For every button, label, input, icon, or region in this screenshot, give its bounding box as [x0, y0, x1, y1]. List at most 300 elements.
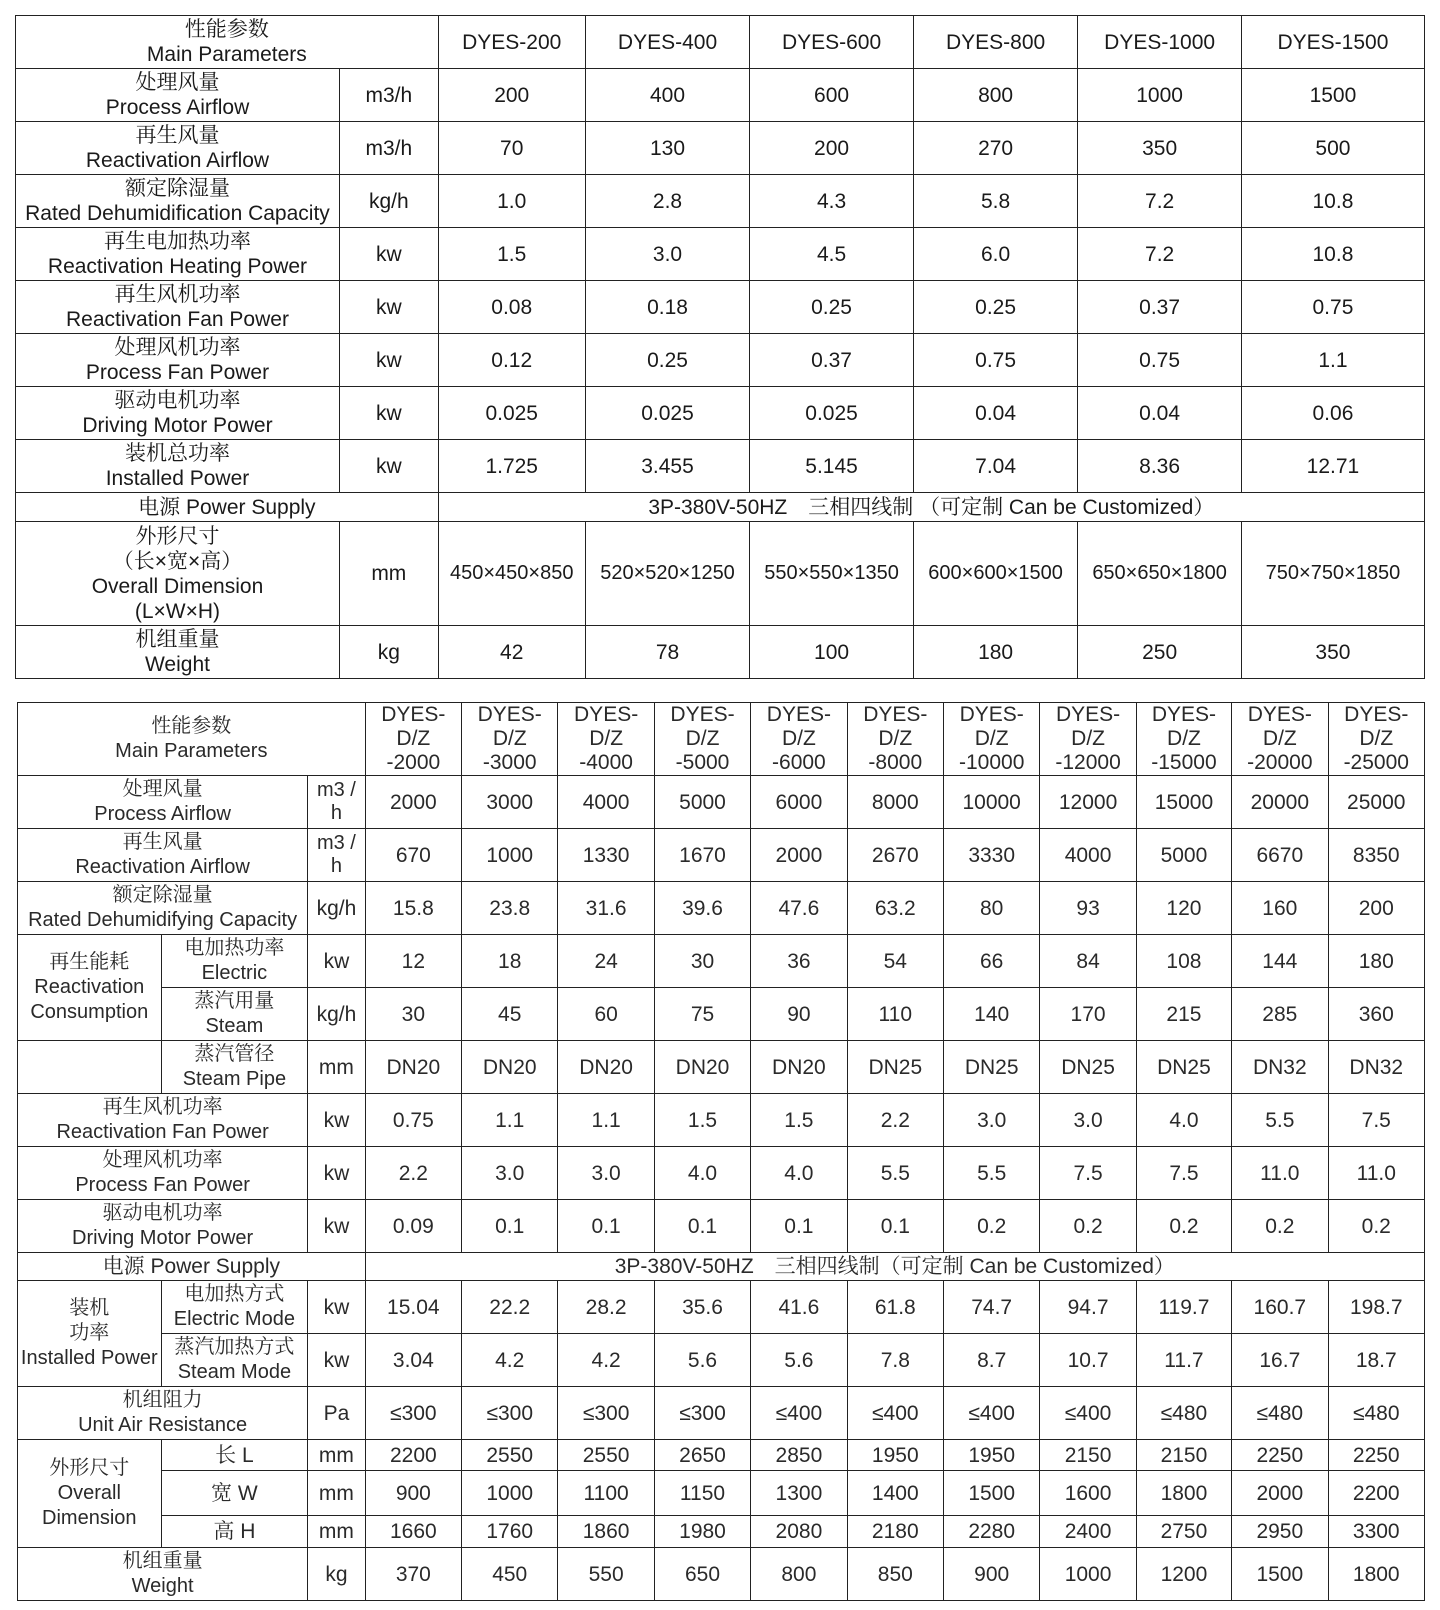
- value-cell: 5.8: [913, 175, 1078, 228]
- value-cell: 850: [847, 1548, 943, 1601]
- value-cell: DN25: [847, 1041, 943, 1094]
- model-b: D/Z: [589, 727, 624, 750]
- value-cell: DN20: [365, 1041, 461, 1094]
- value-cell: 23.8: [462, 882, 558, 935]
- sub-label: [161, 935, 308, 988]
- param-label: [18, 1094, 308, 1147]
- param-label-zh: 再生风量: [135, 124, 220, 147]
- value-cell: 4000: [1040, 829, 1136, 882]
- value-cell: 7.2: [1078, 175, 1242, 228]
- model-c: -5000: [675, 751, 730, 774]
- model-b: D/Z: [396, 727, 431, 750]
- group-en: Installed Power: [20, 1347, 158, 1369]
- installed-steam-row: [18, 1334, 1425, 1387]
- unit-cell: kw: [308, 1281, 365, 1334]
- rated-capacity-row: [18, 882, 1425, 935]
- value-cell: 0.37: [1078, 281, 1242, 334]
- value-cell: 3.0: [558, 1147, 654, 1200]
- value-cell: 3000: [462, 776, 558, 829]
- value-cell: 1100: [558, 1471, 654, 1516]
- value-cell: 1330: [558, 829, 654, 882]
- model-c: -3000: [482, 751, 537, 774]
- value-cell: 8.36: [1078, 440, 1242, 493]
- value-cell: 75: [654, 988, 750, 1041]
- value-cell: 78: [585, 626, 750, 679]
- value-cell: 0.1: [751, 1200, 847, 1253]
- model-header: [1232, 703, 1328, 776]
- model-c: -2000: [386, 751, 441, 774]
- value-cell: 5.5: [847, 1147, 943, 1200]
- value-cell: 80: [943, 882, 1039, 935]
- value-cell: 2250: [1232, 1440, 1328, 1471]
- param-label-zh: 机组重量: [135, 628, 220, 651]
- value-cell: 94.7: [1040, 1281, 1136, 1334]
- value-cell: 0.2: [1040, 1200, 1136, 1253]
- model-header: DYES-1000: [1078, 16, 1242, 69]
- param-label: [16, 626, 340, 679]
- value-cell: 11.0: [1328, 1147, 1424, 1200]
- value-cell: DN20: [751, 1041, 847, 1094]
- value-cell: 110: [847, 988, 943, 1041]
- unit-cell: m3/h: [339, 122, 438, 175]
- value-cell: 28.2: [558, 1281, 654, 1334]
- spec-table-small-models: [15, 15, 1425, 679]
- value-cell: 36: [751, 935, 847, 988]
- spec-row: [16, 175, 1425, 228]
- header-label-zh: 性能参数: [151, 715, 232, 737]
- param-label: [18, 1548, 308, 1601]
- value-cell: 63.2: [847, 882, 943, 935]
- value-cell: 100: [750, 626, 914, 679]
- sub-label-zh: 电加热功率: [184, 937, 285, 959]
- value-cell: 2180: [847, 1516, 943, 1548]
- param-label-en: Driving Motor Power: [82, 414, 273, 437]
- value-cell: 30: [365, 988, 461, 1041]
- value-cell: 12000: [1040, 776, 1136, 829]
- unit-cell: kw: [308, 935, 365, 988]
- model-b: D/Z: [878, 727, 913, 750]
- sub-label: [161, 1334, 308, 1387]
- value-cell: 4.0: [1136, 1094, 1231, 1147]
- power-supply-label: 电源 Power Supply: [16, 493, 439, 522]
- header-row: [16, 16, 1425, 69]
- unit-cell: m3/h: [339, 69, 438, 122]
- model-a: DYES-: [574, 703, 639, 726]
- value-cell: 1500: [943, 1471, 1039, 1516]
- air-resistance-row: [18, 1387, 1425, 1440]
- reactivation-consumption-group: [18, 935, 162, 1041]
- value-cell: 4.5: [750, 228, 914, 281]
- value-cell: DN32: [1232, 1041, 1328, 1094]
- model-a: DYES-: [1055, 703, 1121, 726]
- param-label: [16, 122, 340, 175]
- value-cell: 750×750×1850: [1241, 522, 1424, 626]
- value-cell: 0.06: [1241, 387, 1424, 440]
- value-cell: DN25: [1040, 1041, 1136, 1094]
- value-cell: 800: [751, 1548, 847, 1601]
- value-cell: 170: [1040, 988, 1136, 1041]
- value-cell: 0.2: [1136, 1200, 1231, 1253]
- unit-b: h: [330, 802, 342, 824]
- unit-cell: kw: [308, 1147, 365, 1200]
- param-label: [18, 1147, 308, 1200]
- value-cell: 0.37: [750, 334, 914, 387]
- sub-label: 高 H: [161, 1516, 308, 1548]
- value-cell: 35.6: [654, 1281, 750, 1334]
- value-cell: 2400: [1040, 1516, 1136, 1548]
- param-label-en: Rated Dehumidification Capacity: [25, 202, 330, 225]
- value-cell: 285: [1232, 988, 1328, 1041]
- value-cell: 350: [1241, 626, 1424, 679]
- model-header: [751, 703, 847, 776]
- value-cell: 10.8: [1241, 228, 1424, 281]
- param-label-en: Process Fan Power: [75, 1174, 250, 1196]
- value-cell: 2750: [1136, 1516, 1231, 1548]
- group-zh: 再生能耗: [49, 951, 130, 973]
- unit-cell: kw: [339, 281, 438, 334]
- model-a: DYES-: [863, 703, 928, 726]
- value-cell: 15.8: [365, 882, 461, 935]
- value-cell: 45: [462, 988, 558, 1041]
- value-cell: 360: [1328, 988, 1424, 1041]
- model-a: DYES-: [477, 703, 542, 726]
- value-cell: 7.5: [1136, 1147, 1231, 1200]
- value-cell: ≤300: [462, 1387, 558, 1440]
- value-cell: 900: [365, 1471, 461, 1516]
- value-cell: 140: [943, 988, 1039, 1041]
- value-cell: DN20: [558, 1041, 654, 1094]
- value-cell: 130: [585, 122, 750, 175]
- weight-row: [18, 1548, 1425, 1601]
- value-cell: 550×550×1350: [750, 522, 914, 626]
- value-cell: 0.75: [365, 1094, 461, 1147]
- sub-label: [161, 988, 308, 1041]
- value-cell: 18.7: [1328, 1334, 1424, 1387]
- value-cell: 2150: [1040, 1440, 1136, 1471]
- param-label: [18, 882, 308, 935]
- model-header: [654, 703, 750, 776]
- spec-row: [16, 440, 1425, 493]
- value-cell: 0.025: [438, 387, 585, 440]
- installed-power-group: [18, 1281, 162, 1387]
- value-cell: 0.75: [913, 334, 1078, 387]
- unit-cell: kw: [308, 1094, 365, 1147]
- value-cell: ≤400: [751, 1387, 847, 1440]
- value-cell: 5000: [1136, 829, 1231, 882]
- value-cell: 10.8: [1241, 175, 1424, 228]
- value-cell: 0.1: [654, 1200, 750, 1253]
- value-cell: 0.04: [913, 387, 1078, 440]
- unit-cell: mm: [308, 1041, 365, 1094]
- param-label-zh: 再生电加热功率: [103, 230, 251, 253]
- sub-label-zh: 电加热方式: [184, 1283, 285, 1305]
- param-label-en: Reactivation Airflow: [75, 856, 250, 878]
- value-cell: 1.0: [438, 175, 585, 228]
- group-en2: Dimension: [42, 1507, 137, 1529]
- unit-cell: kg: [339, 626, 438, 679]
- param-label: [18, 1387, 308, 1440]
- model-header: [847, 703, 943, 776]
- value-cell: 61.8: [847, 1281, 943, 1334]
- value-cell: 1760: [462, 1516, 558, 1548]
- power-supply-label: 电源 Power Supply: [18, 1253, 366, 1281]
- value-cell: 60: [558, 988, 654, 1041]
- group-zh: 外形尺寸: [49, 1457, 130, 1479]
- value-cell: ≤480: [1328, 1387, 1424, 1440]
- value-cell: 350: [1078, 122, 1242, 175]
- model-header: [943, 703, 1039, 776]
- param-label-en: Rated Dehumidifying Capacity: [28, 909, 298, 931]
- value-cell: 7.8: [847, 1334, 943, 1387]
- value-cell: 670: [365, 829, 461, 882]
- value-cell: 200: [1328, 882, 1424, 935]
- value-cell: 119.7: [1136, 1281, 1231, 1334]
- model-a: DYES-: [959, 703, 1024, 726]
- value-cell: 42: [438, 626, 585, 679]
- dim-en2: (L×W×H): [134, 599, 221, 623]
- value-cell: 2550: [462, 1440, 558, 1471]
- value-cell: 2550: [558, 1440, 654, 1471]
- value-cell: 0.1: [558, 1200, 654, 1253]
- param-label: [16, 334, 340, 387]
- param-label-en: Unit Air Resistance: [78, 1414, 248, 1436]
- model-b: D/Z: [1167, 727, 1201, 750]
- value-cell: 12: [365, 935, 461, 988]
- model-b: D/Z: [1359, 727, 1394, 750]
- value-cell: 4.3: [750, 175, 914, 228]
- sub-label: 长 L: [161, 1440, 308, 1471]
- value-cell: 450×450×850: [438, 522, 585, 626]
- param-label-en: Installed Power: [105, 467, 250, 490]
- value-cell: 2950: [1232, 1516, 1328, 1548]
- sub-label-en: Electric: [201, 962, 268, 984]
- unit-cell: kw: [339, 228, 438, 281]
- value-cell: 11.7: [1136, 1334, 1231, 1387]
- value-cell: 250: [1078, 626, 1242, 679]
- value-cell: 22.2: [462, 1281, 558, 1334]
- unit-cell: kg/h: [339, 175, 438, 228]
- value-cell: 8.7: [943, 1334, 1039, 1387]
- value-cell: 4.2: [558, 1334, 654, 1387]
- power-supply-row: [16, 493, 1425, 522]
- value-cell: 3.0: [1040, 1094, 1136, 1147]
- sub-label-en: Steam Pipe: [182, 1068, 287, 1090]
- value-cell: 270: [913, 122, 1078, 175]
- dim-en1: Overall Dimension: [91, 574, 264, 598]
- value-cell: 7.5: [1040, 1147, 1136, 1200]
- value-cell: 2150: [1136, 1440, 1231, 1471]
- value-cell: 4.2: [462, 1334, 558, 1387]
- unit-cell: mm: [308, 1440, 365, 1471]
- value-cell: 0.025: [585, 387, 750, 440]
- value-cell: 7.5: [1328, 1094, 1424, 1147]
- dimension-height-row: [18, 1516, 1425, 1548]
- model-header: [1040, 703, 1136, 776]
- value-cell: 0.04: [1078, 387, 1242, 440]
- value-cell: ≤400: [847, 1387, 943, 1440]
- power-supply-row: [18, 1253, 1425, 1281]
- value-cell: 5.5: [1232, 1094, 1328, 1147]
- unit-cell: mm: [308, 1471, 365, 1516]
- value-cell: 0.2: [1328, 1200, 1424, 1253]
- param-label-zh: 再生风量: [122, 831, 203, 853]
- value-cell: 1.725: [438, 440, 585, 493]
- value-cell: 4000: [558, 776, 654, 829]
- value-cell: 0.25: [585, 334, 750, 387]
- value-cell: 93: [1040, 882, 1136, 935]
- spec-row: [16, 334, 1425, 387]
- dimension-width-row: [18, 1471, 1425, 1516]
- param-label: [18, 829, 308, 882]
- group-en1: Reactivation: [34, 976, 145, 998]
- value-cell: 2200: [365, 1440, 461, 1471]
- value-cell: 1400: [847, 1471, 943, 1516]
- unit-cell: kw: [339, 440, 438, 493]
- value-cell: 3330: [943, 829, 1039, 882]
- param-label-zh: 额定除湿量: [124, 177, 230, 200]
- unit-cell: kw: [308, 1334, 365, 1387]
- value-cell: 2280: [943, 1516, 1039, 1548]
- unit-cell: mm: [339, 522, 438, 626]
- model-c: -25000: [1343, 751, 1409, 774]
- value-cell: 10000: [943, 776, 1039, 829]
- spec-row: [16, 281, 1425, 334]
- driving-motor-row: [18, 1200, 1425, 1253]
- model-a: DYES-: [1151, 703, 1217, 726]
- value-cell: ≤300: [558, 1387, 654, 1440]
- model-b: D/Z: [1071, 727, 1105, 750]
- value-cell: 16.7: [1232, 1334, 1328, 1387]
- value-cell: 8000: [847, 776, 943, 829]
- param-label: [18, 776, 308, 829]
- model-c: -15000: [1151, 751, 1217, 774]
- value-cell: 1300: [751, 1471, 847, 1516]
- value-cell: 1500: [1232, 1548, 1328, 1601]
- value-cell: 3300: [1328, 1516, 1424, 1548]
- value-cell: 1950: [847, 1440, 943, 1471]
- model-a: DYES-: [766, 703, 831, 726]
- value-cell: 0.12: [438, 334, 585, 387]
- value-cell: 2850: [751, 1440, 847, 1471]
- model-b: D/Z: [685, 727, 720, 750]
- value-cell: 0.25: [913, 281, 1078, 334]
- param-label: [16, 175, 340, 228]
- model-c: -10000: [958, 751, 1025, 774]
- value-cell: 15000: [1136, 776, 1231, 829]
- model-c: -4000: [579, 751, 633, 774]
- value-cell: 3.0: [943, 1094, 1039, 1147]
- model-a: DYES-: [670, 703, 735, 726]
- sub-label-zh: 蒸汽加热方式: [174, 1336, 295, 1358]
- spec-row: [16, 69, 1425, 122]
- unit-cell: kg/h: [308, 882, 365, 935]
- model-header: [462, 703, 558, 776]
- header-row: [18, 703, 1425, 776]
- value-cell: 5.5: [943, 1147, 1039, 1200]
- value-cell: 800: [913, 69, 1078, 122]
- value-cell: 18: [462, 935, 558, 988]
- process-fan-row: [18, 1147, 1425, 1200]
- param-label-en: Process Fan Power: [85, 361, 270, 384]
- unit-cell: [308, 776, 365, 829]
- value-cell: 2200: [1328, 1471, 1424, 1516]
- spec-table-large-models: [17, 702, 1425, 1601]
- value-cell: 520×520×1250: [585, 522, 750, 626]
- value-cell: 160: [1232, 882, 1328, 935]
- value-cell: 0.1: [847, 1200, 943, 1253]
- value-cell: ≤480: [1136, 1387, 1231, 1440]
- model-c: -20000: [1247, 751, 1313, 774]
- param-label: [16, 440, 340, 493]
- value-cell: 39.6: [654, 882, 750, 935]
- model-b: D/Z: [781, 727, 816, 750]
- unit-cell: kw: [339, 334, 438, 387]
- model-b: D/Z: [974, 727, 1009, 750]
- value-cell: 2650: [654, 1440, 750, 1471]
- dimension-length-row: [18, 1440, 1425, 1471]
- value-cell: 4.0: [751, 1147, 847, 1200]
- param-label-zh: 处理风机功率: [102, 1149, 223, 1171]
- spec-row: [16, 228, 1425, 281]
- value-cell: 500: [1241, 122, 1424, 175]
- param-label: [16, 228, 340, 281]
- header-label-cell: [18, 703, 366, 776]
- value-cell: 1200: [1136, 1548, 1231, 1601]
- header-label-en: Main Parameters: [146, 43, 307, 66]
- value-cell: 54: [847, 935, 943, 988]
- value-cell: 47.6: [751, 882, 847, 935]
- model-header: [1328, 703, 1424, 776]
- value-cell: 3.0: [585, 228, 750, 281]
- value-cell: 4.0: [654, 1147, 750, 1200]
- sub-label-en: Steam Mode: [177, 1361, 292, 1383]
- value-cell: 0.18: [585, 281, 750, 334]
- value-cell: 2000: [751, 829, 847, 882]
- value-cell: 3.04: [365, 1334, 461, 1387]
- value-cell: 2000: [365, 776, 461, 829]
- sub-label: [161, 1281, 308, 1334]
- sub-label-en: Steam: [205, 1015, 264, 1037]
- value-cell: 2250: [1328, 1440, 1424, 1471]
- steam-pipe-row: [18, 1041, 1425, 1094]
- sub-label-zh: 蒸汽用量: [194, 990, 275, 1012]
- param-label-zh: 驱动电机功率: [102, 1202, 223, 1224]
- value-cell: 120: [1136, 882, 1231, 935]
- value-cell: 41.6: [751, 1281, 847, 1334]
- value-cell: 1980: [654, 1516, 750, 1548]
- value-cell: 0.75: [1078, 334, 1242, 387]
- value-cell: ≤400: [943, 1387, 1039, 1440]
- installed-electric-row: [18, 1281, 1425, 1334]
- model-header: DYES-600: [750, 16, 914, 69]
- param-label-zh: 再生风机功率: [114, 283, 241, 306]
- value-cell: 1670: [654, 829, 750, 882]
- dim-zh1: 外形尺寸: [135, 524, 220, 548]
- value-cell: 0.1: [462, 1200, 558, 1253]
- value-cell: 70: [438, 122, 585, 175]
- value-cell: 3.455: [585, 440, 750, 493]
- value-cell: 1500: [1241, 69, 1424, 122]
- dimension-row: [16, 522, 1425, 626]
- unit-a: m3 /: [316, 779, 356, 801]
- reactivation-fan-row: [18, 1094, 1425, 1147]
- value-cell: 1.1: [462, 1094, 558, 1147]
- process-airflow-row: [18, 776, 1425, 829]
- value-cell: 3.0: [462, 1147, 558, 1200]
- weight-row: [16, 626, 1425, 679]
- value-cell: 160.7: [1232, 1281, 1328, 1334]
- value-cell: 600×600×1500: [913, 522, 1078, 626]
